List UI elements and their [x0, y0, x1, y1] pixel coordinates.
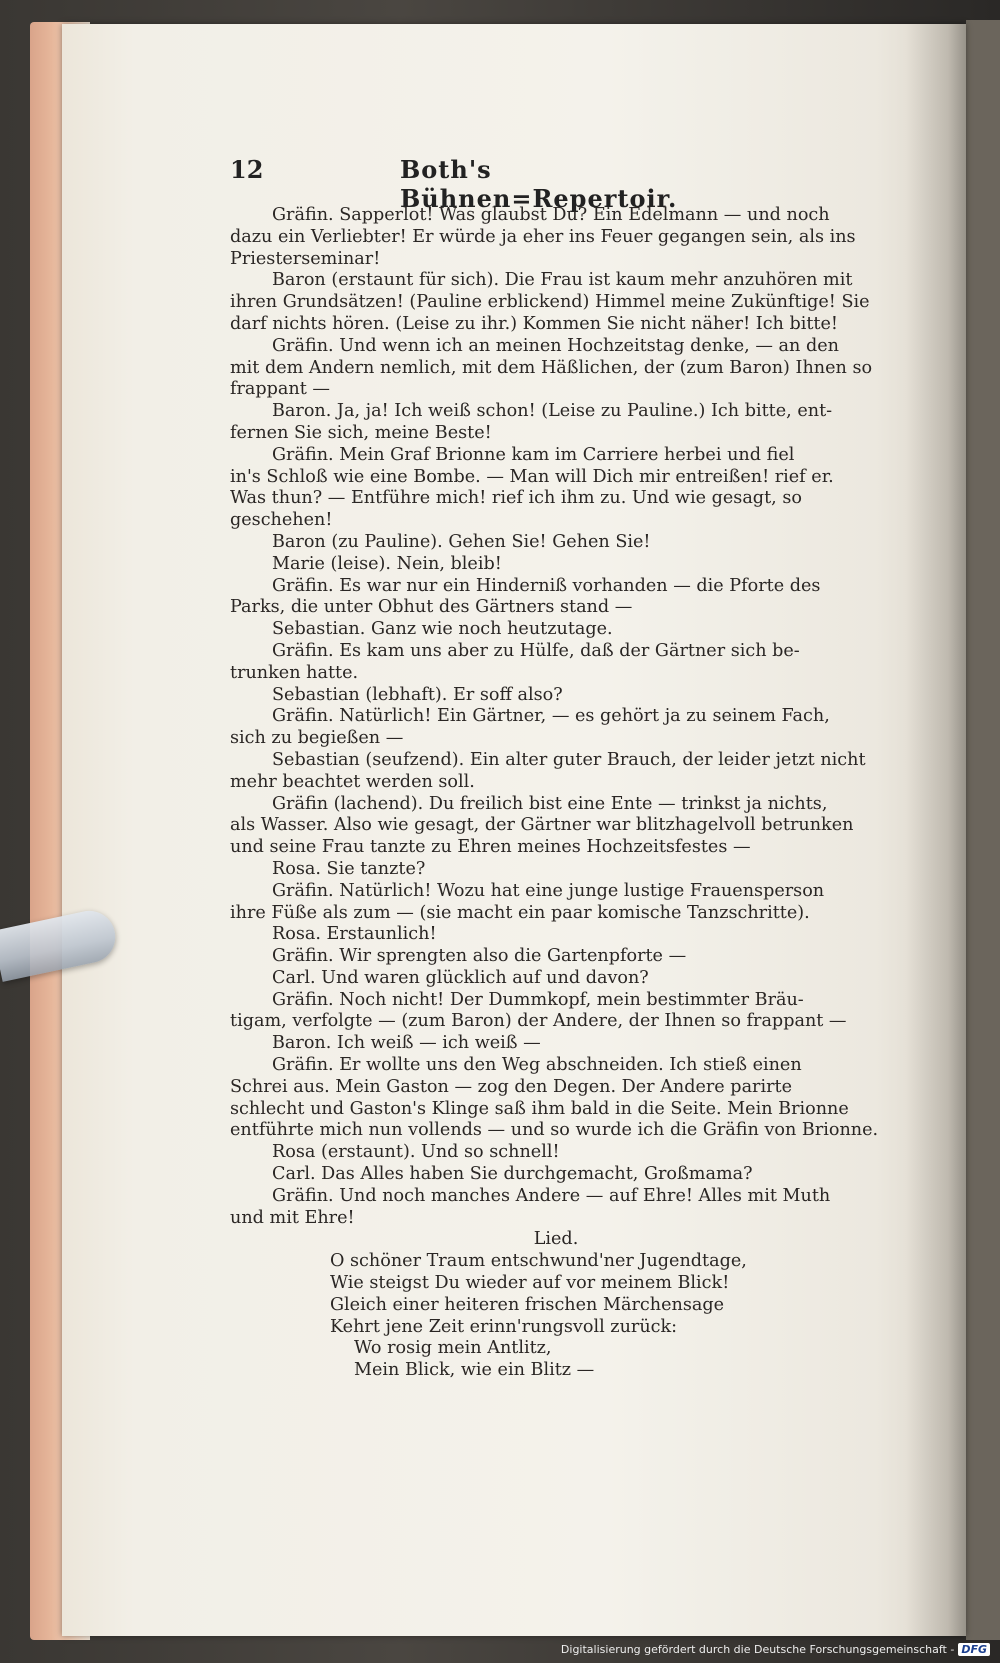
text-line: Carl. Das Alles haben Sie durchgemacht, Großmama? [272, 1164, 753, 1185]
text-line: Lied. [533, 1229, 579, 1250]
text-line: O schöner Traum entschwund'ner Jugendtage, [330, 1251, 747, 1272]
text-line: Priesterseminar! [230, 248, 381, 269]
text-line: Gräfin (lachend). Du freilich bist eine Ente — trinkst ja nichts, [272, 793, 828, 814]
page-text [230, 205, 882, 1382]
text-line: ihre Füße als zum — (sie macht ein paar komische Tanzschritte). [230, 902, 810, 923]
text-line: mit dem Andern nemlich, mit dem Häßlichen, der (zum Baron) Ihnen so [230, 357, 873, 378]
credit-text: Digitalisierung gefördert durch die Deutsche Forschungsgemeinschaft - [560, 1642, 955, 1656]
text-line: Baron. Ja, ja! Ich weiß schon! (Leise zu Pauline.) Ich bitte, ent- [272, 401, 833, 422]
text-line: sich zu begießen — [230, 728, 404, 749]
text-line: frappant — [230, 379, 331, 400]
text-line: Carl. Und waren glücklich auf und davon? [272, 967, 649, 988]
text-line: entführte mich nun vollends — und so wurde ich die Gräfin von Brionne. [230, 1120, 879, 1141]
text-line: Gräfin. Und noch manches Andere — auf Ehre! Alles mit Muth [272, 1185, 831, 1206]
text-line: und mit Ehre! [230, 1207, 355, 1228]
text-line: Parks, die unter Obhut des Gärtners stand — [230, 597, 633, 618]
text-line: Gräfin. Wir sprengten also die Gartenpforte — [272, 946, 687, 967]
text-line: dazu ein Verliebter! Er würde ja eher ins Feuer gegangen sein, als ins [230, 226, 856, 247]
text-line: Gräfin. Es kam uns aber zu Hülfe, daß der Gärtner sich be- [272, 640, 800, 661]
text-line: Gräfin. Natürlich! Ein Gärtner, — es gehört ja zu seinem Fach, [272, 706, 830, 727]
text-line: Gräfin. Natürlich! Wozu hat eine junge lustige Frauensperson [272, 880, 825, 901]
text-line: Kehrt jene Zeit erinn'rungsvoll zurück: [330, 1316, 678, 1337]
text-line: fernen Sie sich, meine Beste! [230, 422, 492, 443]
text-line: trunken hatte. [230, 662, 359, 683]
text-line: als Wasser. Also wie gesagt, der Gärtner war blitzhagelvoll betrunken [230, 815, 854, 836]
text-line: Rosa. Erstaunlich! [272, 924, 437, 945]
page-gutter-shadow [906, 24, 966, 1636]
text-line: Wie steigst Du wieder auf vor meinem Blick! [330, 1273, 730, 1294]
header-title: Both's Bühnen=Repertoir. [400, 155, 678, 213]
text-line: Baron (erstaunt für sich). Die Frau ist kaum mehr anzuhören mit [272, 270, 853, 291]
text-line: Was thun? — Entführe mich! rief ich ihm zu. Und wie gesagt, so [230, 488, 802, 509]
page-number: 12 [230, 155, 264, 184]
text-line: Baron. Ich weiß — ich weiß — [272, 1033, 541, 1054]
running-header [230, 155, 710, 213]
text-line: Wo rosig mein Antlitz, [354, 1338, 552, 1359]
text-line: schlecht und Gaston's Klinge saß ihm bald in die Seite. Mein Brionne [230, 1098, 849, 1119]
scanner-edge [966, 20, 1000, 1640]
text-line: Gräfin. Mein Graf Brionne kam im Carriere herbei und fiel [272, 444, 795, 465]
text-line: Rosa. Sie tanzte? [272, 858, 426, 879]
text-line: Gräfin. Er wollte uns den Weg abschneiden. Ich stieß einen [272, 1055, 802, 1076]
text-line: tigam, verfolgte — (zum Baron) der Andere, der Ihnen so frappant — [230, 1011, 847, 1032]
text-line: Gleich einer heiteren frischen Märchensage [330, 1294, 725, 1315]
text-line: darf nichts hören. (Leise zu ihr.) Kommen Sie nicht näher! Ich bitte! [230, 313, 838, 334]
text-line: Sebastian. Ganz wie noch heutzutage. [272, 619, 613, 640]
text-line: Baron (zu Pauline). Gehen Sie! Gehen Sie! [272, 531, 651, 552]
text-line: Gräfin. Noch nicht! Der Dummkopf, mein bestimmter Bräu- [272, 989, 804, 1010]
dfg-logo-icon: DFG [958, 1643, 990, 1656]
text-line: Sebastian (lebhaft). Er soff also? [272, 684, 563, 705]
text-line: Gräfin. Und wenn ich an meinen Hochzeitstag denke, — an den [272, 335, 839, 356]
text-line: Sebastian (seufzend). Ein alter guter Brauch, der leider jetzt nicht [272, 749, 866, 770]
text-line: Gräfin. Es war nur ein Hinderniß vorhanden — die Pforte des [272, 575, 821, 596]
text-line: Mein Blick, wie ein Blitz — [354, 1360, 595, 1381]
digitization-credit [561, 1639, 990, 1659]
text-line: in's Schloß wie eine Bombe. — Man will Dich mir entreißen! rief er. [230, 466, 834, 487]
text-line: Gräfin. Sapperlot! Was glaubst Du? Ein Edelmann — und noch [272, 205, 830, 225]
text-line: geschehen! [230, 510, 333, 531]
text-line: Rosa (erstaunt). Und so schnell! [272, 1142, 560, 1163]
text-line: und seine Frau tanzte zu Ehren meines Hochzeitsfestes — [230, 837, 751, 858]
text-line: Marie (leise). Nein, bleib! [272, 553, 502, 574]
text-line: mehr beachtet werden soll. [230, 771, 475, 792]
text-line: ihren Grundsätzen! (Pauline erblickend) Himmel meine Zukünftige! Sie [230, 292, 870, 313]
text-line: Schrei aus. Mein Gaston — zog den Degen. Der Andere parirte [230, 1076, 792, 1097]
